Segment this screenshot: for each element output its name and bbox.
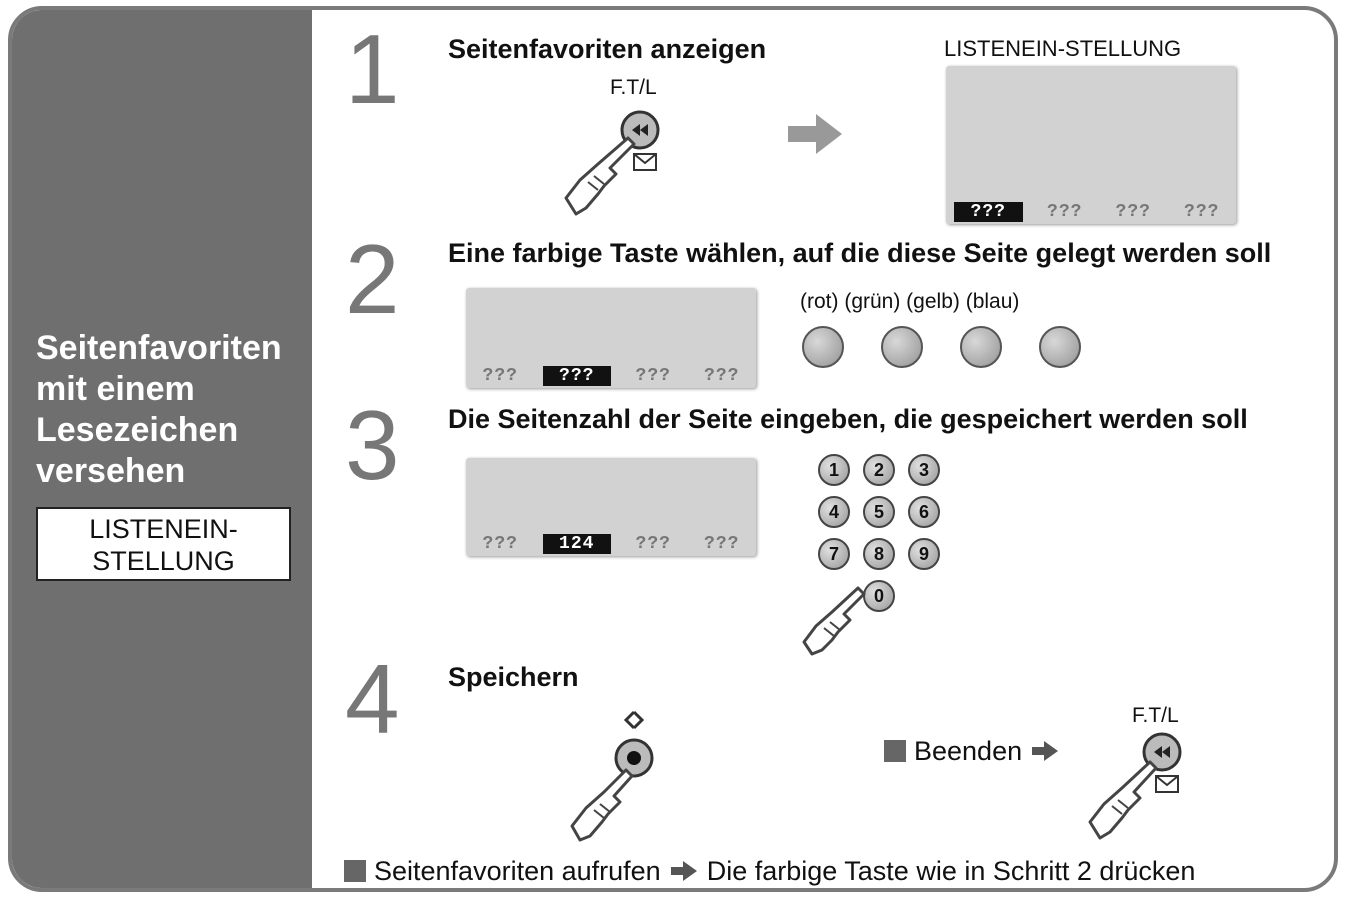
slot-3: ???: [635, 366, 671, 386]
step-number-3: 3: [345, 390, 400, 500]
step-number-4: 4: [345, 644, 400, 754]
recall-label: Seitenfavoriten aufrufen: [374, 856, 661, 886]
hand-press-icon: [796, 566, 876, 661]
step-heading-1: Seitenfavoriten anzeigen: [448, 34, 767, 64]
step-number-2: 2: [345, 224, 400, 334]
sidebar-title: Seitenfavoriten mit einem Lesezeichen versehen: [36, 329, 282, 490]
red-button[interactable]: [802, 326, 844, 368]
numkey-7[interactable]: 7: [818, 538, 850, 570]
edge-marker: [12, 888, 16, 892]
numkey-3[interactable]: 3: [908, 454, 940, 486]
recall-action: Die farbige Taste wie in Schritt 2 drücken: [706, 856, 1196, 886]
arrow-right-icon: [671, 857, 697, 888]
step-number-1: 1: [345, 14, 400, 124]
favorite-slots: [466, 366, 756, 386]
numkey-8[interactable]: 8: [863, 538, 895, 570]
recall-instruction: [344, 856, 1195, 888]
numkey-0[interactable]: 0: [863, 580, 895, 612]
color-key-labels: (rot) (grün) (gelb) (blau): [800, 290, 1020, 313]
square-bullet-icon: [344, 860, 366, 882]
numkey-5[interactable]: 5: [863, 496, 895, 528]
tv-screen-step1: [946, 66, 1236, 224]
exit-label: Beenden: [914, 736, 1023, 766]
blue-button[interactable]: [1039, 326, 1081, 368]
yellow-button[interactable]: [960, 326, 1002, 368]
green-button[interactable]: [881, 326, 923, 368]
arrow-right-icon: [1032, 737, 1058, 768]
ftl-button-press-icon[interactable]: [558, 102, 668, 227]
favorite-slots: [466, 534, 756, 554]
numkey-1[interactable]: 1: [818, 454, 850, 486]
ftl-exit-press-icon[interactable]: [1082, 726, 1192, 851]
slot-2: 124: [543, 534, 612, 554]
tv-screen-step2: [466, 288, 756, 388]
arrow-right-icon: [788, 114, 844, 159]
slot-1: ???: [482, 366, 518, 386]
step-heading-2: Eine farbige Taste wählen, auf die diese Seite gelegt werden soll: [448, 238, 1272, 268]
numkey-4[interactable]: 4: [818, 496, 850, 528]
numkey-2[interactable]: 2: [863, 454, 895, 486]
slot-4: ???: [704, 534, 740, 554]
screen-title-step1: LISTENEIN-STELLUNG: [944, 36, 1182, 61]
instruction-panel: [8, 6, 1338, 892]
sidebar: [12, 10, 312, 888]
slot-3: ???: [635, 534, 671, 554]
slot-3: ???: [1115, 202, 1151, 222]
favorite-slots: [946, 202, 1236, 222]
slot-2: ???: [543, 366, 612, 386]
slot-2: ???: [1047, 202, 1083, 222]
slot-4: ???: [704, 366, 740, 386]
slot-1: ???: [482, 534, 518, 554]
slot-4: ???: [1184, 202, 1220, 222]
numkey-6[interactable]: 6: [908, 496, 940, 528]
ftl-label-step1: F.T/L: [610, 76, 657, 99]
numkey-9[interactable]: 9: [908, 538, 940, 570]
step-heading-3: Die Seitenzahl der Seite eingeben, die gespeichert werden soll: [448, 404, 1248, 434]
ftl-label-step4: F.T/L: [1132, 704, 1179, 727]
exit-instruction: [884, 736, 1068, 768]
slot-1: ???: [954, 202, 1023, 222]
menu-label-box: LISTENEIN- STELLUNG: [36, 507, 291, 581]
square-bullet-icon: [884, 740, 906, 762]
tv-screen-step3: [466, 458, 756, 556]
step-heading-4: Speichern: [448, 662, 579, 692]
store-button-press-icon[interactable]: [564, 706, 674, 851]
